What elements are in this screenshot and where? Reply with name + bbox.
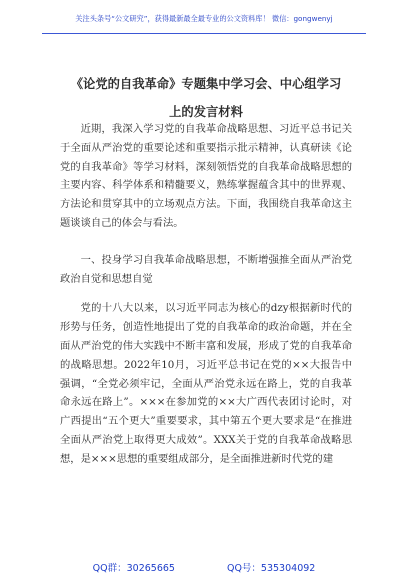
qq-group-number: QQ群：30265665 bbox=[92, 563, 175, 574]
section-heading: 一、投身学习自我革命战略思想，不断增强推全面从严治党政治自觉和思想自觉 bbox=[60, 253, 352, 285]
document-body bbox=[60, 120, 352, 469]
paragraph-intro: 近期，我深入学习党的自我革命战略思想、习近平总书记关于全面从严治党的重要论述和重要指示批示精神，认真研读《论党的自我革命》等学习材料，深刻领悟党的自我革命战略思想的主要内容、科学体系和精髓要义，熟练掌握蕴含其中的世界观、方法论和贯穿其中的立场观点方法。下面，我围绕自我革命这主题谈谈自己的体会与看法。 bbox=[60, 123, 352, 229]
footer-contact bbox=[0, 560, 408, 574]
paragraph-body: 党的十八大以来，以习近平同志为核心的dzy根据新时代的形势与任务，创造性地提出了党的自我革命的政治命题，并在全面从严治党的伟大实践中不断丰富和发展，形成了党的自我革命的战略思想。2022年10月，习近平总书记在党的××大报告中强调，“全党必须牢记，全面从严治党永远在路上，党的自我革命永远在路上”。×××在参加党的××大广西代表团讨论时，对广西提出“五个更大”重要要求，其中第五个更大要求是“在推进全面从严治党上取得更大成效”。XXX关于党的自我革命战略思想，是×××思想的重要组成部分，是全面推进新时代党的建 bbox=[60, 302, 352, 465]
qq-number: QQ号：535304092 bbox=[226, 563, 316, 574]
document-title: 《论党的自我革命》专题集中学习会、中心组学习上的发言材料 bbox=[70, 76, 342, 119]
header-divider bbox=[42, 33, 366, 34]
header-banner: 关注头条号“公文研究”，获得最新最全最专业的公文资料库！ 微信：gongwenyj bbox=[75, 14, 333, 23]
